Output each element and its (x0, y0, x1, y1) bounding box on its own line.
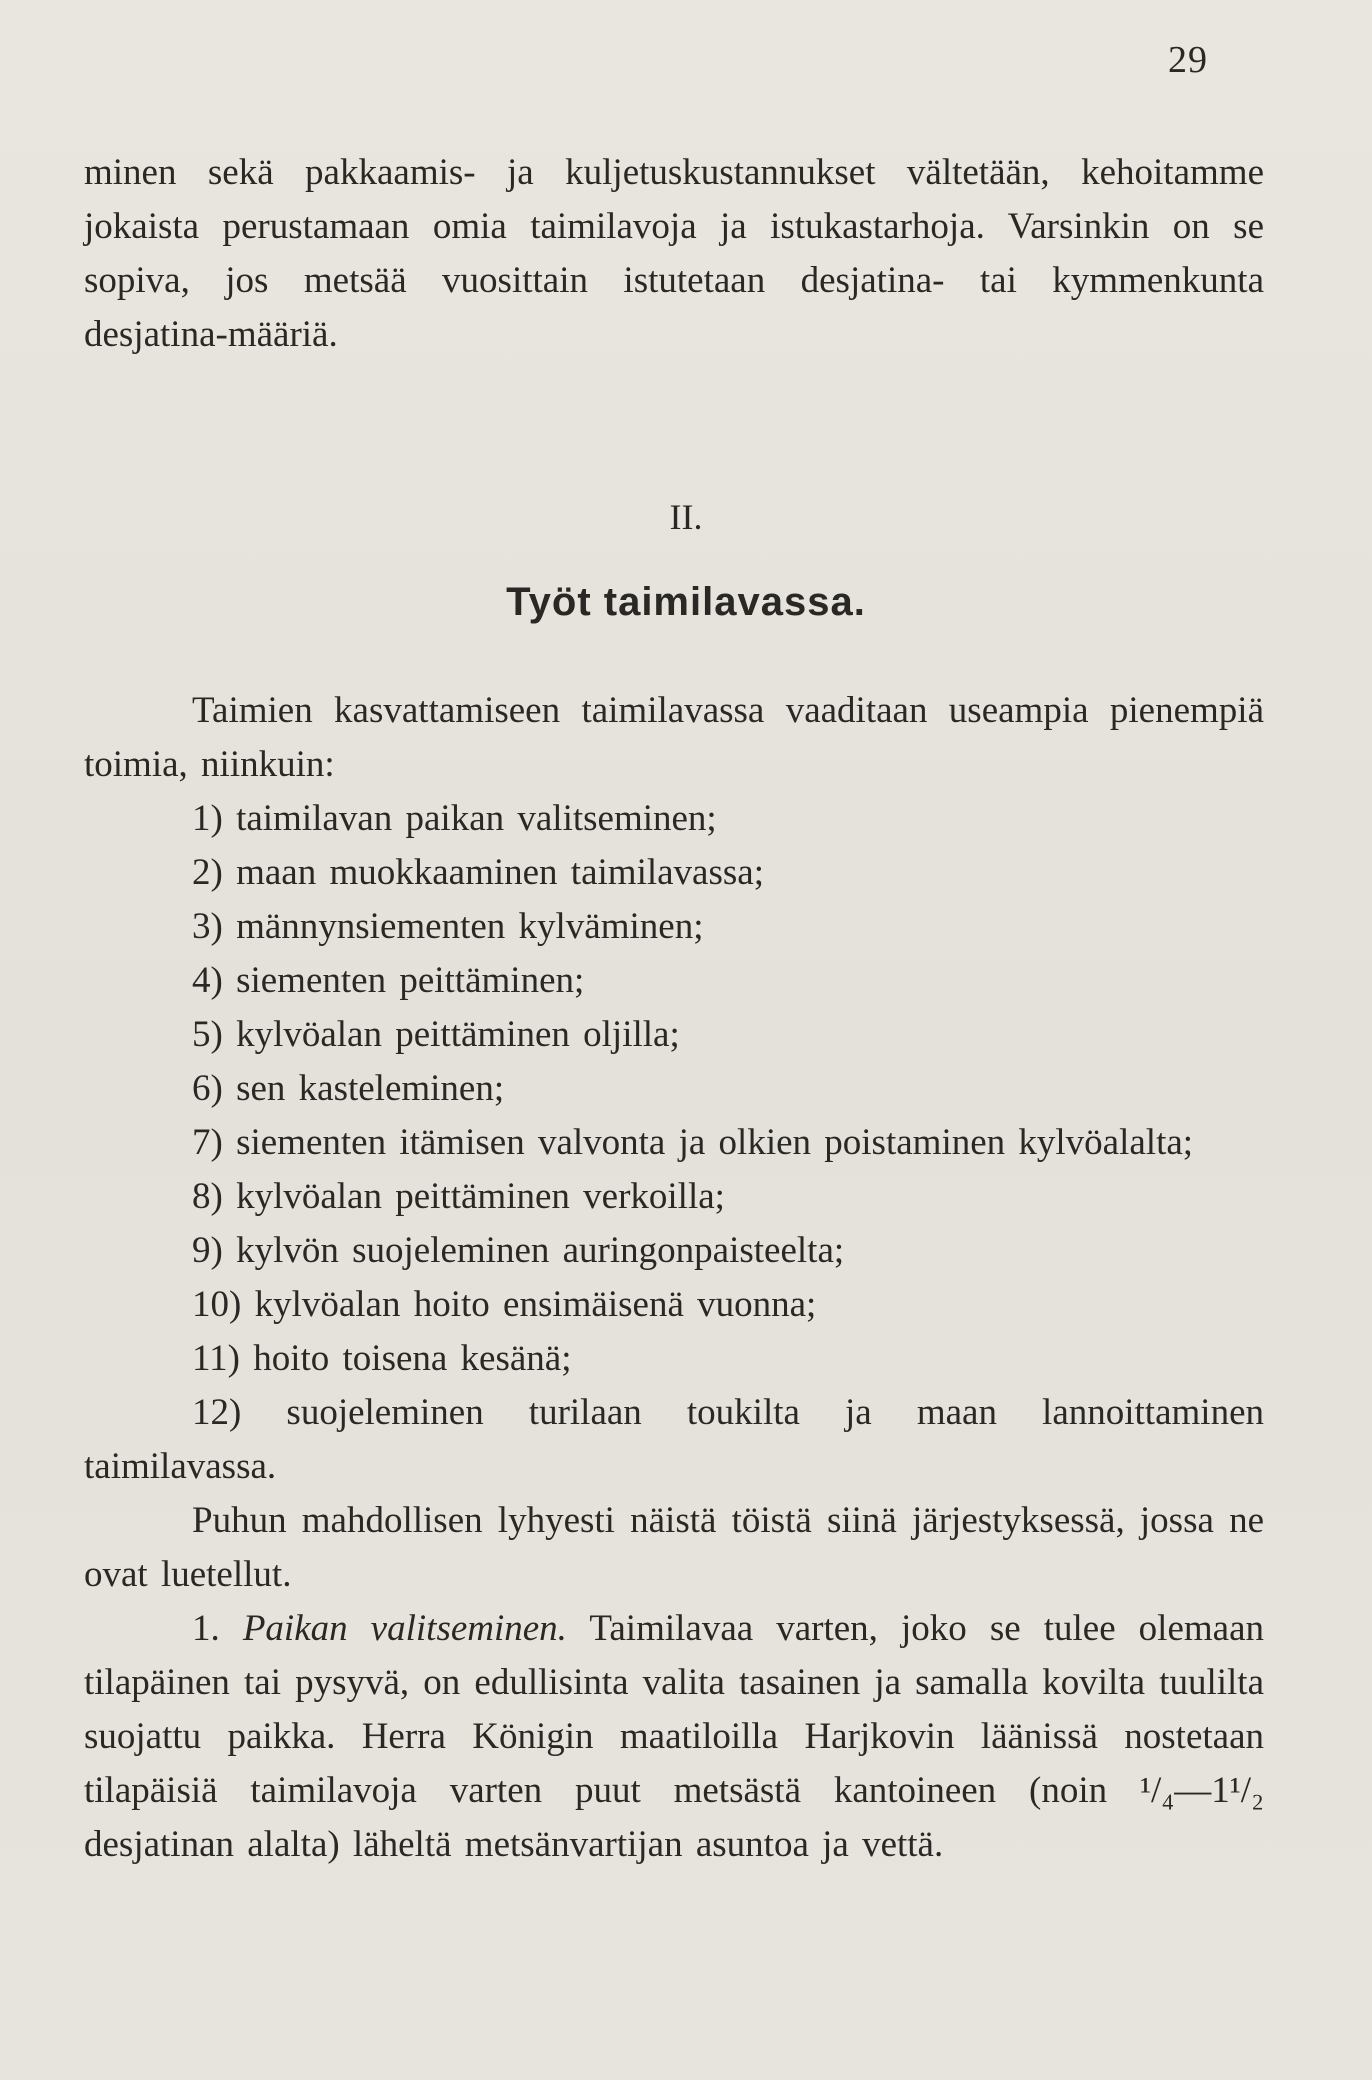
list-item: 4) siementen peittäminen; (192, 960, 585, 1001)
list-item: 10) kylvöalan hoito ensimäisenä vuonna; (192, 1284, 817, 1325)
section-title: Työt taimilavassa. (506, 580, 866, 624)
subsection-number: 1. (192, 1608, 220, 1649)
main-text-block (84, 684, 1264, 1872)
subsection-heading: Paikan valitseminen. (242, 1608, 567, 1649)
list-item: 9) kylvön suojeleminen auringonpaisteelta; (192, 1230, 845, 1271)
page-number: 29 (1168, 39, 1208, 81)
list-item: 1) taimilavan paikan valitseminen; (192, 798, 717, 839)
subsection-text: Taimilavaa varten, joko se tulee olemaan tilapäinen tai pysyvä, on edullisinta valita tasainen ja samalla kovilta tuulilta suojattu paikka. Herra Königin maatiloilla Harjkovin läänissä nostetaan tilapäisiä taimilavoja varten puut metsästä kantoineen (noin ¹/₄—1¹/₂ desjatinan alalta) läheltä metsänvartijan asuntoa ja vettä. (84, 1608, 1265, 1865)
lead-paragraph: Taimien kasvattamiseen taimilavassa vaaditaan useampia pienempiä toimia, niinkuin: (84, 690, 1264, 785)
order-paragraph: Puhun mahdollisen lyhyesti näistä töistä siinä järjestyksessä, jossa ne ovat luetellut. (84, 1500, 1264, 1595)
list-item: 7) siementen itämisen valvonta ja olkien poistaminen kylvöalalta; (192, 1122, 1194, 1163)
list-item: 6) sen kasteleminen; (192, 1068, 505, 1109)
list-item: 3) männynsiementen kylväminen; (192, 906, 704, 947)
list-item: 8) kylvöalan peittäminen verkoilla; (192, 1176, 725, 1217)
section-number: II. (669, 497, 703, 537)
list-item: 5) kylvöalan peittäminen oljilla; (192, 1014, 680, 1055)
intro-block (84, 146, 1264, 362)
list-item: 2) maan muokkaaminen taimilavassa; (192, 852, 764, 893)
subsection-paragraph (84, 1602, 1264, 1872)
list-item: 12) suojeleminen turilaan toukilta ja maan lannoittaminen taimilavassa. (84, 1392, 1264, 1487)
list-item: 11) hoito toisena kesänä; (192, 1338, 572, 1379)
intro-paragraph: minen sekä pakkaamis- ja kuljetuskustannukset vältetään, kehoitamme jokaista perustamaan omia taimilavoja ja istukastarhoja. Varsinkin on se sopiva, jos metsää vuosittain istutetaan desjatina- tai kymmenkunta desjatina-määriä. (84, 152, 1264, 355)
